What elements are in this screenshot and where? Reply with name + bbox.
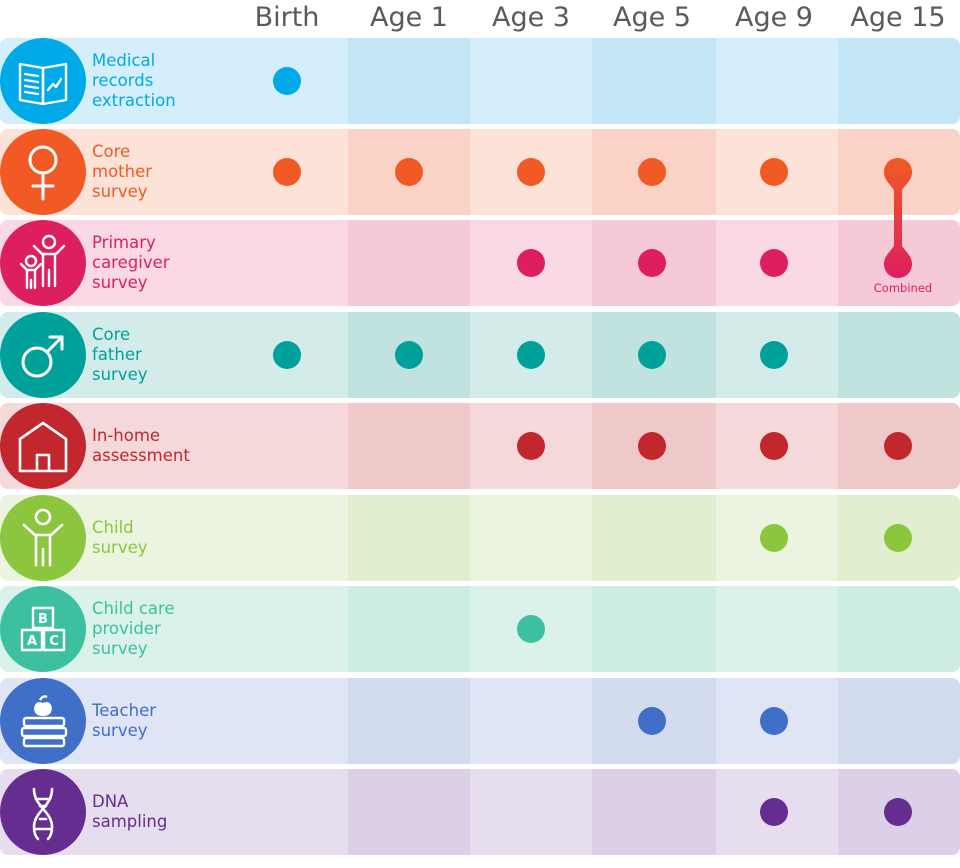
timeline-cell [226,586,348,672]
column-header-age-1: Age 1 [370,2,448,33]
dot-core-mother-survey-age-3 [517,158,545,186]
svg-text:A: A [26,634,38,649]
dot-in-home-assessment-age-5 [638,432,666,460]
row-label-text: Core father survey [92,325,148,384]
svg-text:C: C [49,634,59,649]
timeline-cell [348,586,470,672]
combined-label: Combined [873,281,933,295]
abc-blocks-icon [0,586,86,672]
timeline-cell [226,769,348,855]
row-child-care-provider-survey [0,586,960,672]
row-label-text: Teacher survey [92,701,157,740]
row-label [92,220,220,306]
row-label-text: Core mother survey [92,142,153,201]
dot-core-mother-survey-age-9 [760,158,788,186]
timeline-cell [348,495,470,581]
row-label-text: Child care provider survey [92,599,175,658]
row-label-text: Primary caregiver survey [92,233,170,292]
column-header-age-15: Age 15 [850,2,946,33]
column-header-age-3: Age 3 [492,2,570,33]
house-icon [0,403,86,489]
timeline-cell [348,38,470,124]
dot-teacher-survey-age-9 [760,707,788,735]
dot-medical-records-extraction-birth [273,67,301,95]
row-core-mother-survey [0,129,960,215]
row-teacher-survey [0,678,960,764]
row-core-father-survey [0,312,960,398]
dot-core-mother-survey-age-1 [395,158,423,186]
timeline-cell [592,586,716,672]
timeline-cell [716,586,838,672]
timeline-cell [348,403,470,489]
row-dna-sampling [0,769,960,855]
dot-core-father-survey-birth [273,341,301,369]
row-primary-caregiver-survey [0,220,960,306]
dot-teacher-survey-age-5 [638,707,666,735]
dot-primary-caregiver-survey-age-15 [884,249,912,277]
row-label-text: Child survey [92,518,148,557]
timeline-cell [348,678,470,764]
male-symbol-icon [0,312,86,398]
row-label [92,678,220,764]
timeline-cell [470,38,592,124]
dot-in-home-assessment-age-3 [517,432,545,460]
dot-child-care-provider-survey-age-3 [517,615,545,643]
timeline-cell [592,495,716,581]
column-header-birth: Birth [254,2,320,33]
dot-core-father-survey-age-3 [517,341,545,369]
dot-core-mother-survey-birth [273,158,301,186]
apple-books-icon [0,678,86,764]
row-label-text: In-home assessment [92,426,190,465]
timeline-cell [838,678,960,764]
timeline-cell [226,403,348,489]
timeline-cell [592,769,716,855]
adult-child-icon [0,220,86,306]
dot-core-father-survey-age-1 [395,341,423,369]
timeline-cell [226,495,348,581]
dot-dna-sampling-age-9 [760,798,788,826]
dot-primary-caregiver-survey-age-5 [638,249,666,277]
row-medical-records-extraction [0,38,960,124]
row-label [92,403,220,489]
dot-core-father-survey-age-9 [760,341,788,369]
row-label [92,38,220,124]
timeline-cell [470,678,592,764]
female-symbol-icon [0,129,86,215]
child-figure-icon [0,495,86,581]
column-header-age-9: Age 9 [735,2,813,33]
svg-text:B: B [38,612,48,627]
dot-primary-caregiver-survey-age-9 [760,249,788,277]
dot-in-home-assessment-age-9 [760,432,788,460]
row-label-text: Medical records extraction [92,51,176,110]
timeline-cell [592,38,716,124]
dot-core-mother-survey-age-5 [638,158,666,186]
dna-helix-icon [0,769,86,855]
timeline-cell [226,678,348,764]
timeline-cell [226,220,348,306]
timeline-cell [838,312,960,398]
timeline-cell [716,38,838,124]
timeline-cell [470,495,592,581]
dot-child-survey-age-15 [884,524,912,552]
timeline-cell [348,220,470,306]
timeline-cell [348,769,470,855]
timeline-cell [470,769,592,855]
dot-child-survey-age-9 [760,524,788,552]
row-child-survey [0,495,960,581]
dot-in-home-assessment-age-15 [884,432,912,460]
row-label [92,769,220,855]
timeline-cell [838,38,960,124]
timeline-cell [838,586,960,672]
dot-core-mother-survey-age-15 [884,158,912,186]
row-label [92,586,220,672]
row-label-text: DNA sampling [92,792,168,831]
row-label [92,495,220,581]
dot-primary-caregiver-survey-age-3 [517,249,545,277]
document-chart-icon [0,38,86,124]
column-header-age-5: Age 5 [613,2,691,33]
row-label [92,129,220,215]
dot-core-father-survey-age-5 [638,341,666,369]
dot-dna-sampling-age-15 [884,798,912,826]
row-in-home-assessment [0,403,960,489]
row-label [92,312,220,398]
